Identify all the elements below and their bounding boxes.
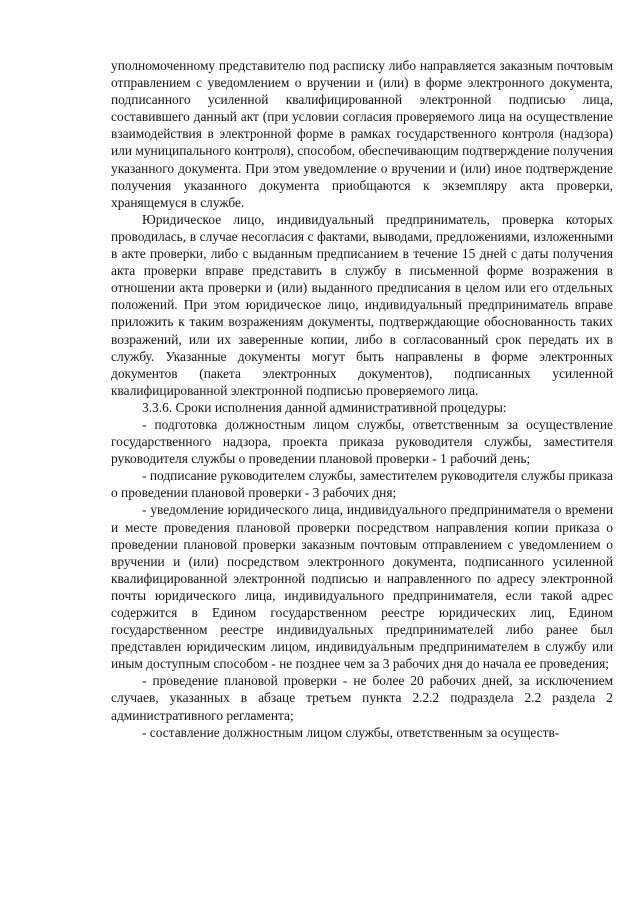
list-item-order-signing: - подписание руководителем службы, заместителем руководителя службы приказа о проведении плановой проверки - 3 рабочих дня; [111,468,613,501]
list-item-inspection-duration: - проведение плановой проверки - не более 20 рабочих дней, за исключением случаев, указанных в абзаце третьем пункта 2.2.2 подраздела 2.2 раздела 2 административного регламента; [111,673,613,723]
list-item-notification: - уведомление юридического лица, индивидуального предпринимателя о времени и месте проведения плановой проверки посредством направления копии приказа о проведении плановой проверки заказным почтовым отправлением с уведомлением о вручении и (или) посредством электронного документа, подписанного усиленной квалифицированной электронной подписью и направленного по адресу электронной почты юридического лица, индивидуального предпринимателя, если такой адрес содержится в Едином государственном реестре юридических лиц, Едином государственном реестре индивидуальных предпринимателей либо ранее был представлен юридическим лицом, индивидуальным предпринимателем в службу или иным доступным способом - не позднее чем за 3 рабочих дня до начала ее проведения; [111,502,613,672]
list-item-order-draft: - подготовка должностным лицом службы, ответственным за осуществление государственного надзора, проекта приказа руководителя службы, заместителя руководителя службы о проведении плановой проверки - 1 рабочий день; [111,416,613,467]
list-item-act-drafting: - составление должностным лицом службы, ответственным за осуществ- [142,724,560,740]
paragraph-objections: Юридическое лицо, индивидуальный предприниматель, проверка которых проводилась, в случае несогласия с фактами, выводами, предложениями, изложенными в акте проверки, либо с выданным предписанием в течение 15 дней с даты получения акта проверки вправе представить в службу в письменной форме возражения в отношении акта проверки и (или) выданного предписания в целом или его отдельных положений. При этом юридическое лицо, индивидуальный предприниматель вправе приложить к таким возражениям документы, подтверждающие обоснованность таких возражений, или их заверенные копии, либо в согласованный срок передать их в службу. Указанные документы могут быть направлены в форме электронных документов (пакета электронных документов), подписанных усиленной квалифицированной электронной подписью проверяемого лица. [111,211,613,398]
section-heading-3-3-6: 3.3.6. Сроки исполнения данной административной процедуры: [142,399,507,415]
paragraph-act-delivery: уполномоченному представителю под расписку либо направляется заказным почтовым отправлением с уведомлением о вручении и (или) в форме электронного документа, подписанного усиленной квалифицированной электронной подписью лица, составившего данный акт (при условии согласия проверяемого лица на осуществление взаимодействия в электронной форме в рамках государственного контроля (надзора) или муниципального контроля), способом, обеспечивающим подтверждение получения указанного документа. При этом уведомление о вручении и (или) иное подтверждение получения указанного документа приобщаются к экземпляру акта проверки, хранящемуся в службе. [111,58,613,210]
document-page [111,57,613,741]
